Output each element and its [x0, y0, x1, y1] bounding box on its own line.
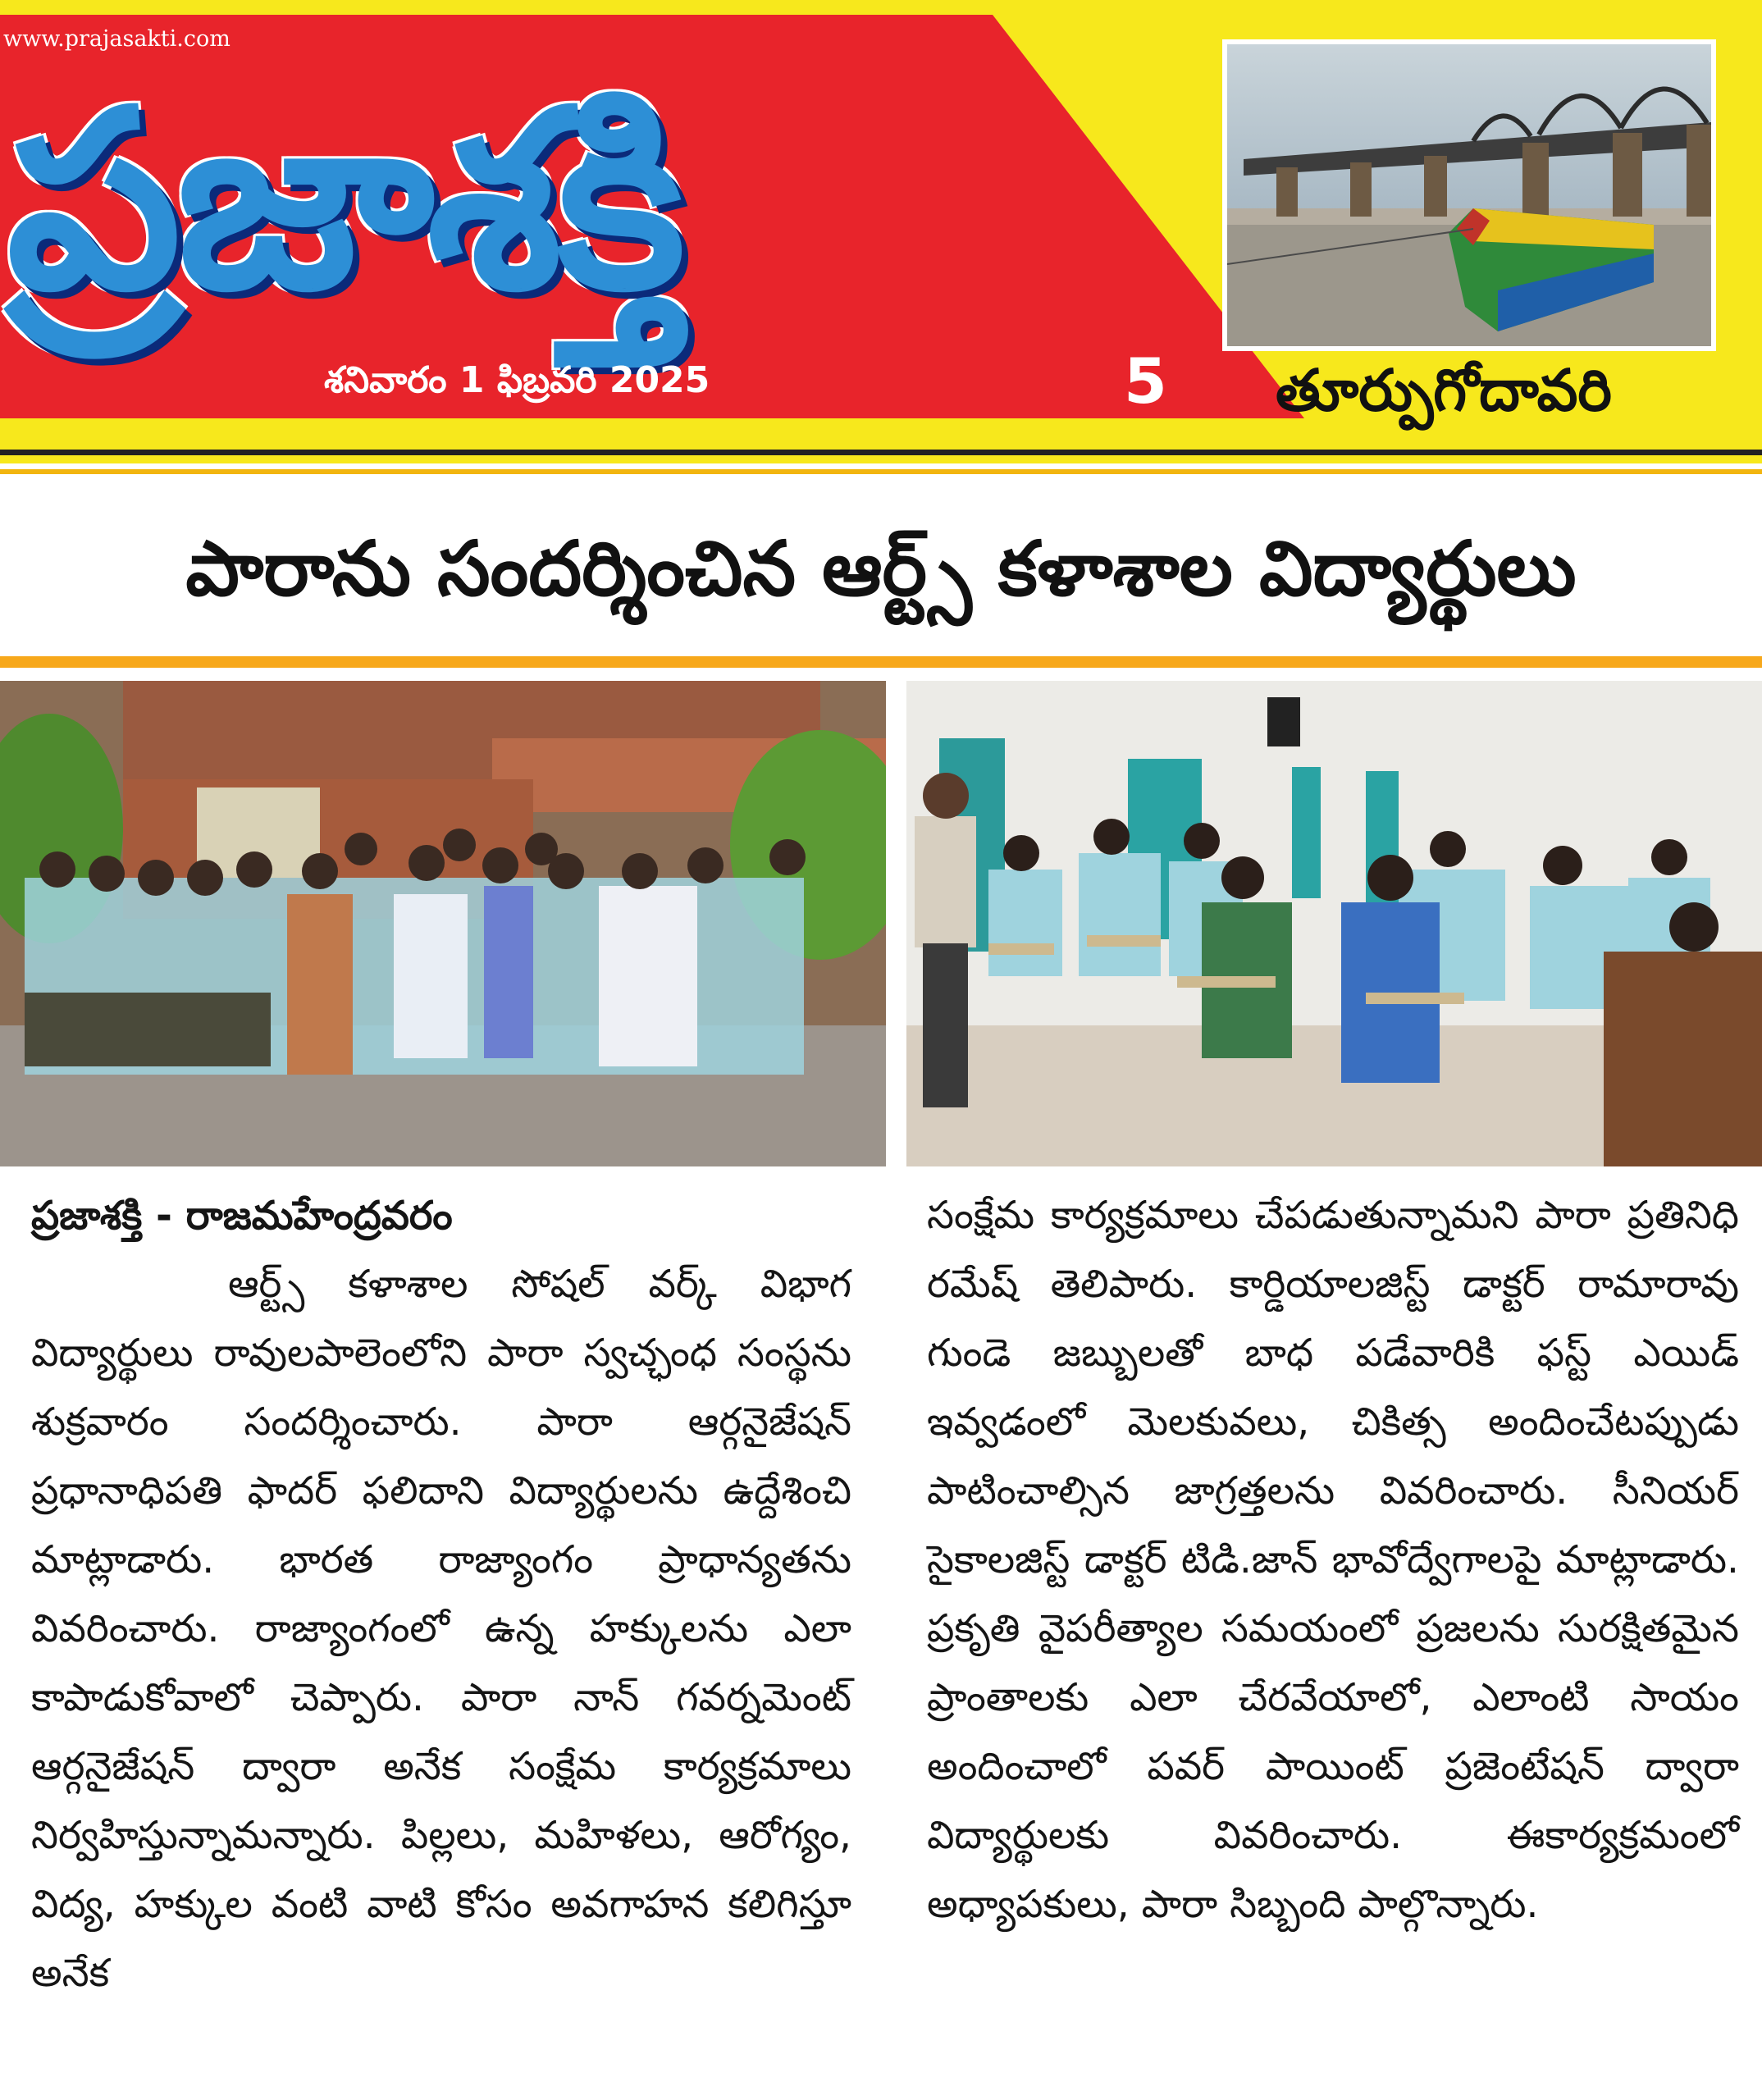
issue-date: శనివారం 1 ఫిబ్రవరి 2025	[324, 359, 710, 401]
bridge-boat-photo	[1222, 39, 1716, 351]
article-headline: పారాను సందర్శించిన ఆర్ట్స్ కళాశాల విద్యార్థులు	[185, 525, 1577, 613]
website-url[interactable]: www.prajasakti.com	[3, 26, 231, 52]
masthead-rule	[0, 450, 1762, 455]
masthead-accent-rule	[0, 469, 1762, 474]
page-number: 5	[1124, 345, 1167, 418]
masthead	[0, 0, 1762, 463]
article-column-left	[31, 1181, 851, 2008]
article-paragraph-left: ఆర్ట్స్ కళాశాల సోషల్ వర్క్ విభాగ విద్యార్థులు రావులపాలెంలోని పారా స్వచ్ఛంధ సంస్థను శుక్రవారం సందర్శించారు. పారా ఆర్గనైజేషన్ ప్రధానాధిపతి ఫాదర్ ఫలిదాని విద్యార్థులను ఉద్దేశించి మాట్లాడారు. భారత రాజ్యాంగం ప్రాధాన్యతను వివరించారు. రాజ్యాంగంలో ఉన్న హక్కులను ఎలా కాపాడుకోవాలో చెప్పారు. పారా నాన్ గవర్నమెంట్ ఆర్గనైజేషన్ ద్వారా అనేక సంక్షేమ కార్యక్రమాలు నిర్వహిస్తున్నామన్నారు. పిల్లలు, మహిళలు, ఆరోగ్యం, విద్య, హక్కుల వంటి వాటి కోసం అవగాహన కలిగిస్తూ అనేక	[31, 1262, 851, 1996]
newspaper-logo: ప్రజాశక్తి	[7, 57, 681, 344]
edition-name: తూర్పుగోదావరి	[1276, 357, 1612, 424]
article-dateline: ప్రజాశక్తి - రాజమహేంద్రవరం	[31, 1193, 453, 1239]
classroom-photo	[906, 681, 1762, 1166]
article-paragraph-right: సంక్షేమ కార్యక్రమాలు చేపడుతున్నామని పారా ప్రతినిధి రమేష్ తెలిపారు. కార్డియాలజిస్ట్ డాక్టర్ రామారావు గుండె జబ్బులతో బాధ పడేవారికి ఫస్ట్ ఎయిడ్ ఇవ్వడంలో మెలకువలు, చికిత్స అందించేటప్పుడు పాటించాల్సిన జాగ్రత్తలను వివరించారు. సీనియర్ సైకాలజిస్ట్ డాక్టర్ టిడి.జాన్ భావోద్వేగాలపై మాట్లాడారు. ప్రకృతి వైపరీత్యాల సమయంలో ప్రజలను సురక్షితమైన ప్రాంతాలకు ఎలా చేరవేయాలో, ఎలాంటి సాయం అందించాలో పవర్ పాయింట్ ప్రజెంటేషన్ ద్వారా విద్యార్థులకు వివరించారు. ఈకార్యక్రమంలో అధ్యాపకులు, పారా సిబ్బంది పాల్గొన్నారు.	[927, 1193, 1739, 1927]
headline-rule	[0, 656, 1762, 668]
article-column-right	[927, 1181, 1739, 1939]
group-photo	[0, 681, 886, 1166]
